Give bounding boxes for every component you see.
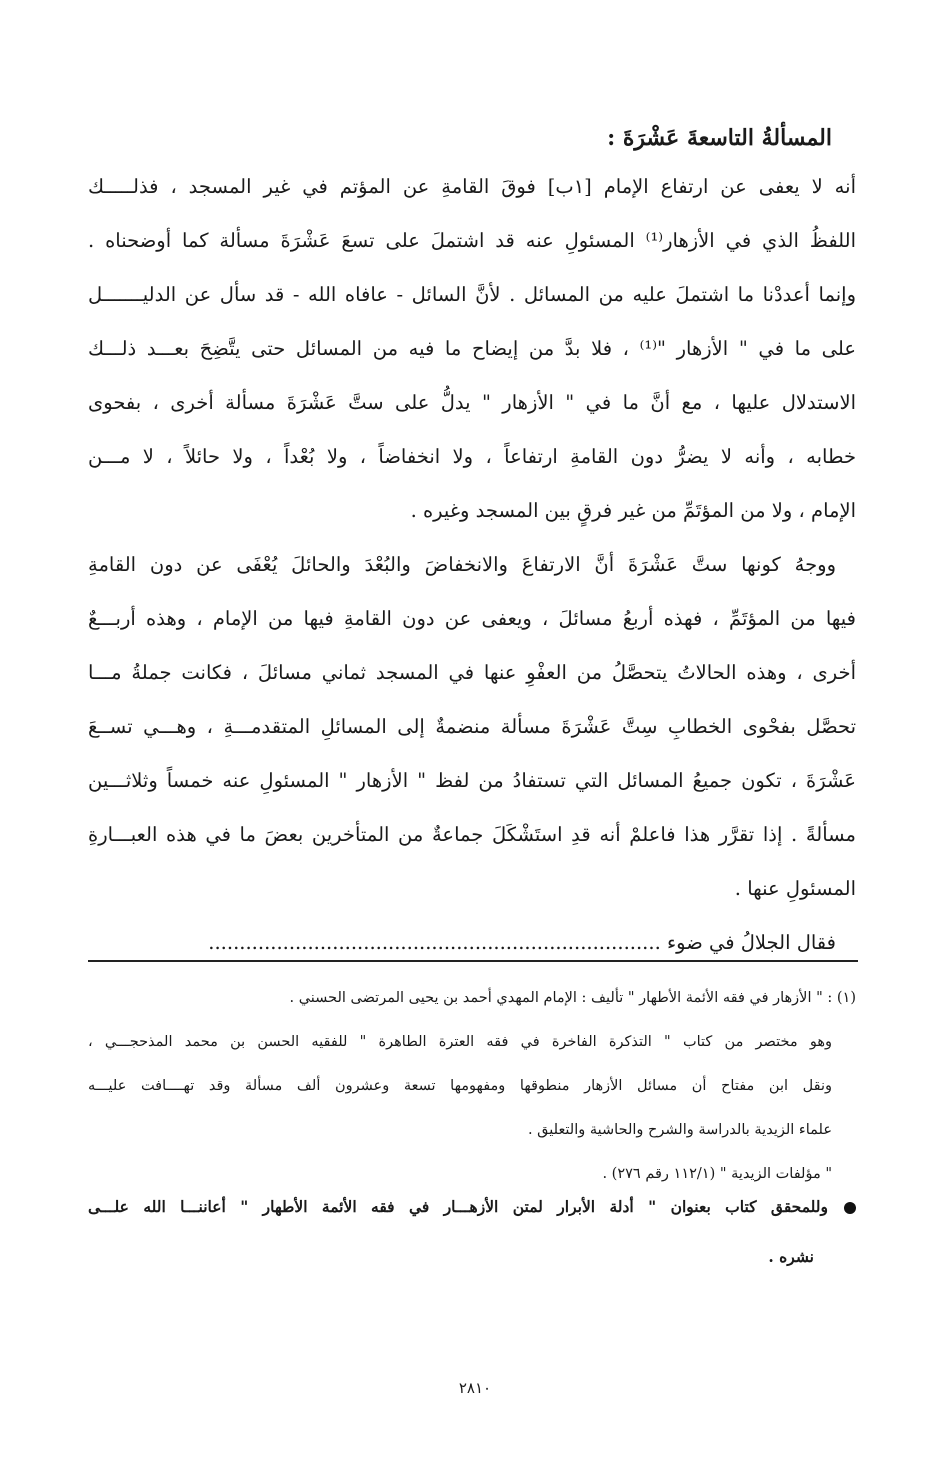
body-line: تحصَّل بفحْوى الخطابِ سِتَّ عَشْرَةَ مسألة منضمةٌ إلى المسائلِ المتقدمـــةِ ، وهـــي تســعَ bbox=[88, 715, 856, 738]
footnote-line: (١) : " الأزهار في فقه الأئمة الأطهار " تأليف : الإمام المهدي أحمد بن يحيى المرتضى الحسني . bbox=[289, 990, 856, 1006]
footnote-line: وهو مختصر من كتاب " التذكرة الفاخرة في فقه العترة الطاهرة " للفقيه الحسن بن محمد المذحجـــي ، bbox=[88, 1034, 832, 1050]
body-line: على ما في " الأزهار "⁽¹⁾ ، فلا بدَّ من إيضاح ما فيه من المسائل حتى يتَّضِحَ بعـــد ذلـــك bbox=[88, 337, 856, 360]
footnote-line: " مؤلفات الزيدية " (١١٢/١ رقم ٢٧٦) . bbox=[602, 1166, 832, 1182]
footnote-line: علماء الزيدية بالدراسة والشرح والحاشية والتعليق . bbox=[527, 1122, 832, 1138]
body-line: خطابه ، وأنه لا يضرُّ دون القامةِ ارتفاعاً ، ولا انخفاضاً ، ولا بُعْداً ، ولا حائلاً ، لا مـــن bbox=[88, 445, 856, 468]
editor-note bbox=[88, 1182, 856, 1282]
body-line: عَشْرَةَ ، تكون جميعُ المسائل التي تستفادُ من لفظ " الأزهار " المسئولِ عنه خمساً وثلاثـــين bbox=[88, 769, 856, 792]
body-line: فيها من المؤتَمِّ ، فهذه أربعُ مسائلَ ، ويعفى عن دون القامةِ فيها من الإمام ، وهذه أربـــعٌ bbox=[88, 607, 856, 630]
body-line: الإمام ، ولا من المؤتَمِّ من غير فرقٍ بين المسجد وغيره . bbox=[410, 499, 856, 522]
page-number: ٢٨١٠ bbox=[458, 1379, 492, 1397]
footnote-separator bbox=[88, 960, 858, 962]
bullet-icon bbox=[844, 1202, 856, 1214]
body-line: المسئولِ عنها . bbox=[734, 877, 856, 900]
footnotes bbox=[88, 976, 856, 1196]
note-text: وللمحقق كتاب بعنوان " أدلة الأبرار لمتن الأزهـــار في فقه الأئمة الأطهار " أعاننـــا الله علـــى bbox=[88, 1197, 828, 1216]
body-line: أخرى ، وهذه الحالاتُ يتحصَّلُ من العفْوِ عنها في المسجد ثماني مسائلَ ، فكانت جملةُ مـــا bbox=[88, 661, 856, 684]
body-line: فقال الجلالُ في ضوء ......................................................................... bbox=[208, 931, 836, 954]
body-line: أنه لا يعفى عن ارتفاع الإمام [١ب] فوقَ القامةِ عن المؤتم في غير المسجد ، فذلـــــك bbox=[88, 175, 856, 198]
body-line: ووجهُ كونها ستَّ عَشْرَةَ أنَّ الارتفاعَ والانخفاضَ والبُعْدَ والحائلَ يُعْفَى عن دون القامةِ bbox=[88, 553, 836, 576]
footnote-line: ونقل ابن مفتاح أن مسائل الأزهار منطوقها ومفهومها تسعة وعشرون ألف مسألة وقد تهــــافت عليـــه bbox=[88, 1078, 832, 1094]
section-heading: المسألةُ التاسعةَ عَشْرَةَ : bbox=[607, 125, 832, 151]
body-line: اللفظُ الذي في الأزهار⁽¹⁾ المسئولِ عنه قد اشتملَ على تسعَ عَشْرَةَ مسألة كما أوضحناه . bbox=[88, 229, 856, 252]
body-line: وإنما أعددْنا ما اشتملَ عليه من المسائل . لأنَّ السائل - عافاه الله - قد سأل عن الدليـــــــل bbox=[88, 283, 856, 306]
body-line: الاستدلال عليها ، مع أنَّ ما في " الأزهار " يدلُّ على ستَّ عَشْرَةَ مسألة أخرى ، بفحوى bbox=[88, 391, 856, 414]
body-line: مسألةً . إذا تقرَّر هذا فاعلمْ أنه قدِ استَشْكَلَ جماعةٌ من المتأخرين بعضَ ما في هذه العبـــارةِ bbox=[88, 823, 856, 846]
note-line bbox=[88, 1182, 856, 1232]
body-text bbox=[88, 160, 856, 970]
note-line: نشره . bbox=[768, 1247, 814, 1266]
